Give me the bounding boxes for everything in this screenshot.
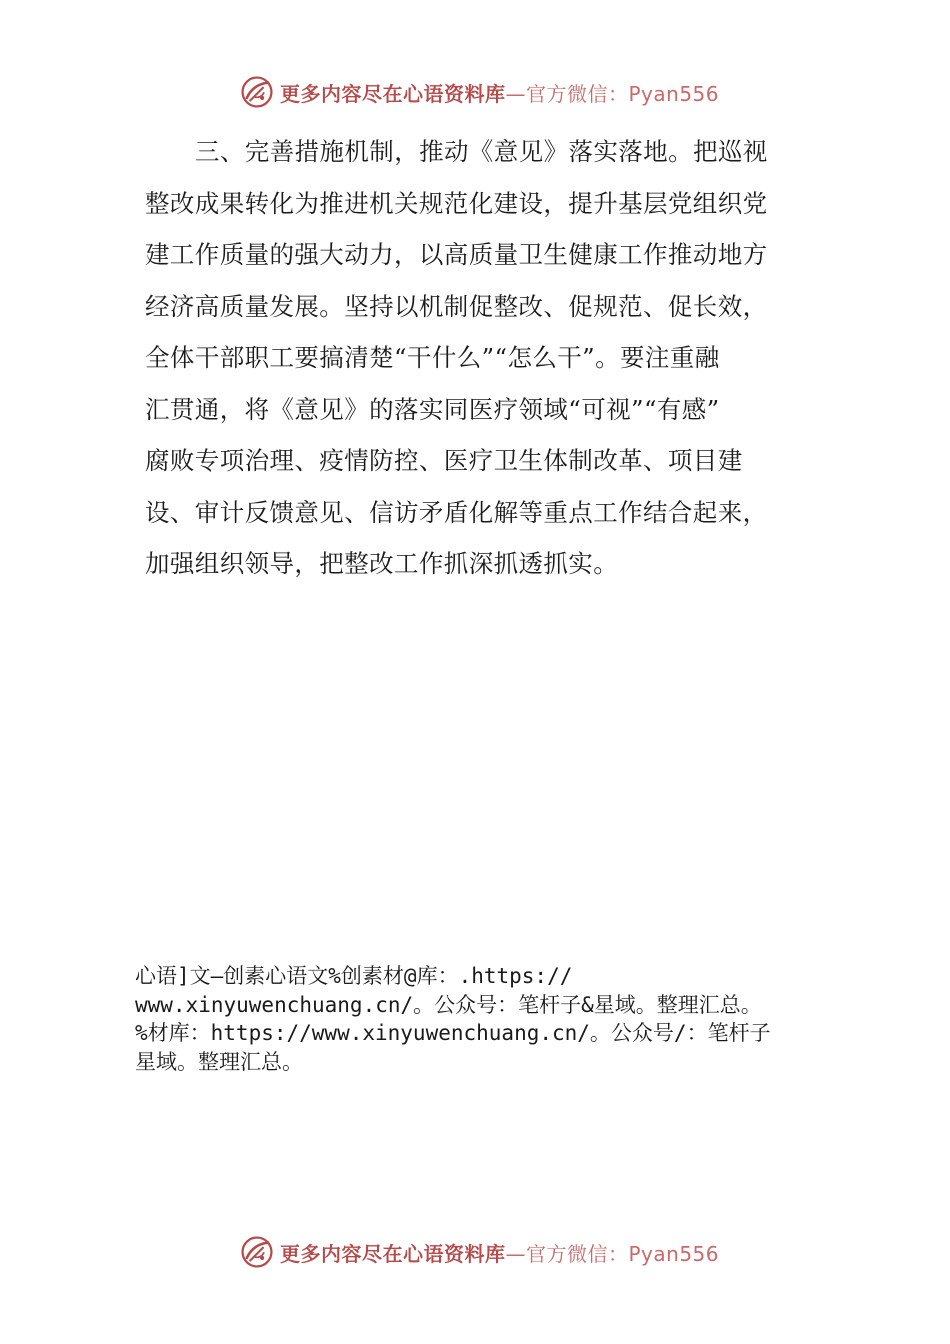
source-note-line: www.xinyuwenchuang.cn/。公众号：笔杆子&星域。整理汇总。 (135, 992, 762, 1017)
header-banner (240, 74, 719, 110)
source-note-line: 心语]文—创素心语文%创素材@库：.https:// (135, 964, 573, 988)
source-note-line: %材库：https://www.xinyuwenchuang.cn/。公众号/：笔杆子 (135, 1021, 771, 1045)
body-line: 加强组织领导，把整改工作抓深抓透抓实。 (145, 549, 619, 578)
banner-brand-text: 更多内容尽在心语资料库 (280, 1241, 506, 1266)
body-line: 腐败专项治理、疫情防控、医疗卫生体制改革、项目建 (145, 446, 743, 475)
source-note-line: 星域。整理汇总。 (135, 1049, 303, 1074)
body-paragraph (145, 126, 805, 590)
banner-contact-text: —官方微信：Pyan556 (505, 1241, 720, 1266)
body-line: 整改成果转化为推进机关规范化建设，提升基层党组织党 (145, 188, 768, 218)
body-line: 建工作质量的强大动力，以高质量卫生健康工作推动地方 (145, 240, 768, 269)
banner-contact-text: —官方微信：Pyan556 (505, 81, 720, 106)
body-line: 三、完善措施机制，推动《意见》落实落地。把巡视 (195, 137, 768, 166)
xinyu-logo-icon (240, 1235, 274, 1269)
banner-brand-text: 更多内容尽在心语资料库 (280, 81, 506, 106)
source-note (135, 962, 835, 1076)
footer-banner (240, 1234, 719, 1270)
body-line: 全体干部职工要搞清楚“干什么”“怎么干”。要注重融 (145, 343, 720, 372)
xinyu-logo-icon (240, 75, 274, 109)
body-line: 设、审计反馈意见、信访矛盾化解等重点工作结合起来， (145, 497, 768, 527)
body-line: 经济高质量发展。坚持以机制促整改、促规范、促长效， (145, 291, 768, 321)
body-line: 汇贯通，将《意见》的落实同医疗领域“可视”“有感” (145, 394, 720, 424)
